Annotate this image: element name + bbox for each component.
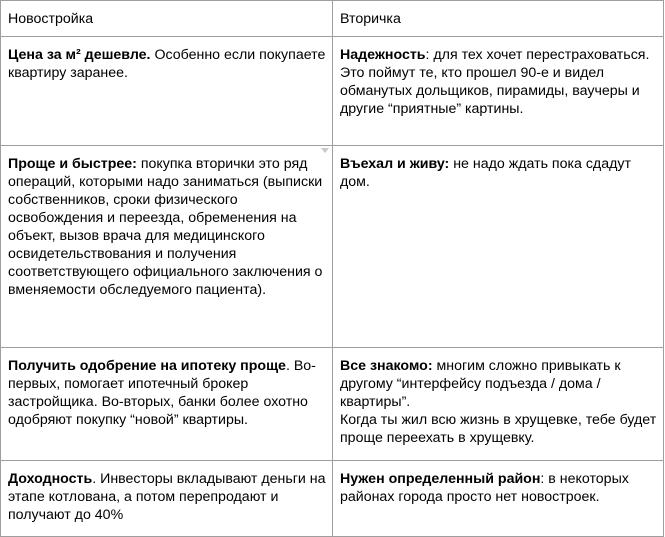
header-cell-secondary[interactable] [333,1,664,37]
table-cell-secondary[interactable] [333,348,664,461]
cell-text [1,37,332,88]
table-cell-secondary[interactable] [333,37,664,146]
cell-text [333,348,663,453]
cell-body-text: не надо ждать пока сдадут дом. [340,156,631,190]
table-row [1,37,664,146]
cell-bold-lead: Проще и быстрее: [8,156,137,172]
cell-bold-lead: Доходность [8,471,93,487]
table-row [1,461,664,537]
header-label-new-building: Новостройка [8,11,94,27]
table-cell-new-building[interactable] [1,37,333,146]
table-cell-secondary[interactable] [333,461,664,537]
table-cell-new-building[interactable] [1,348,333,461]
cell-body-text: покупка вторички это ряд операций, которыми надо заниматься (выписки собственников, сроки физического освобождения и переезда, обременения на объект, вызов врача для медицинского освидетельствования и получения соответствующего официального заключения о вменяемости обследуемого пациента). [8,156,323,298]
table-row [1,146,664,348]
chevron-down-icon[interactable] [321,148,329,153]
cell-body-text: : для тех хочет перестраховаться. Это поймут те, кто прошел 90-е и видел обманутых дольщиков, пирамиды, ваучеры и другие “приятные” картины. [340,47,650,117]
header-label-secondary: Вторичка [340,11,401,27]
cell-bold-lead: Въехал и живу: [340,156,450,172]
cell-bold-lead: Получить одобрение на ипотеку проще [8,358,286,374]
cell-bold-lead: Надежность [340,47,426,63]
cell-body-text: : в некоторых районах города просто нет новостроек. [340,471,629,505]
cell-body-text: многим сложно привыкать к другому “интерфейсу подъезда / дома / квартиры”. [340,358,621,410]
cell-text [1,146,332,305]
cell-body-text: Особенно если покупаете квартиру заранее. [8,47,326,81]
cell-body-text-second-line: Когда ты жил всю жизнь в хрущевке, тебе будет проще переехать в хрущевку. [340,412,657,446]
header-cell-new-building[interactable] [1,1,333,37]
table-cell-new-building[interactable] [1,146,333,348]
table-cell-secondary[interactable] [333,146,664,348]
cell-text [1,461,332,530]
cell-text [333,461,663,512]
cell-body-text: . Инвесторы вкладывают деньги на этапе котлована, а потом перепродают и получают до 40% [8,471,326,523]
cell-bold-lead: Нужен определенный район [340,471,541,487]
cell-bold-lead: Цена за м² дешевле. [8,47,151,63]
table-header-row [1,1,664,37]
table-row [1,348,664,461]
cell-body-text: . Во-первых, помогает ипотечный брокер застройщика. Во-вторых, банки более охотно одобряют покупку “новой” квартиры. [8,358,316,428]
cell-text [1,348,332,435]
cell-text [333,37,663,124]
cell-text [333,146,663,197]
cell-bold-lead: Все знакомо: [340,358,433,374]
table-cell-new-building[interactable] [1,461,333,537]
